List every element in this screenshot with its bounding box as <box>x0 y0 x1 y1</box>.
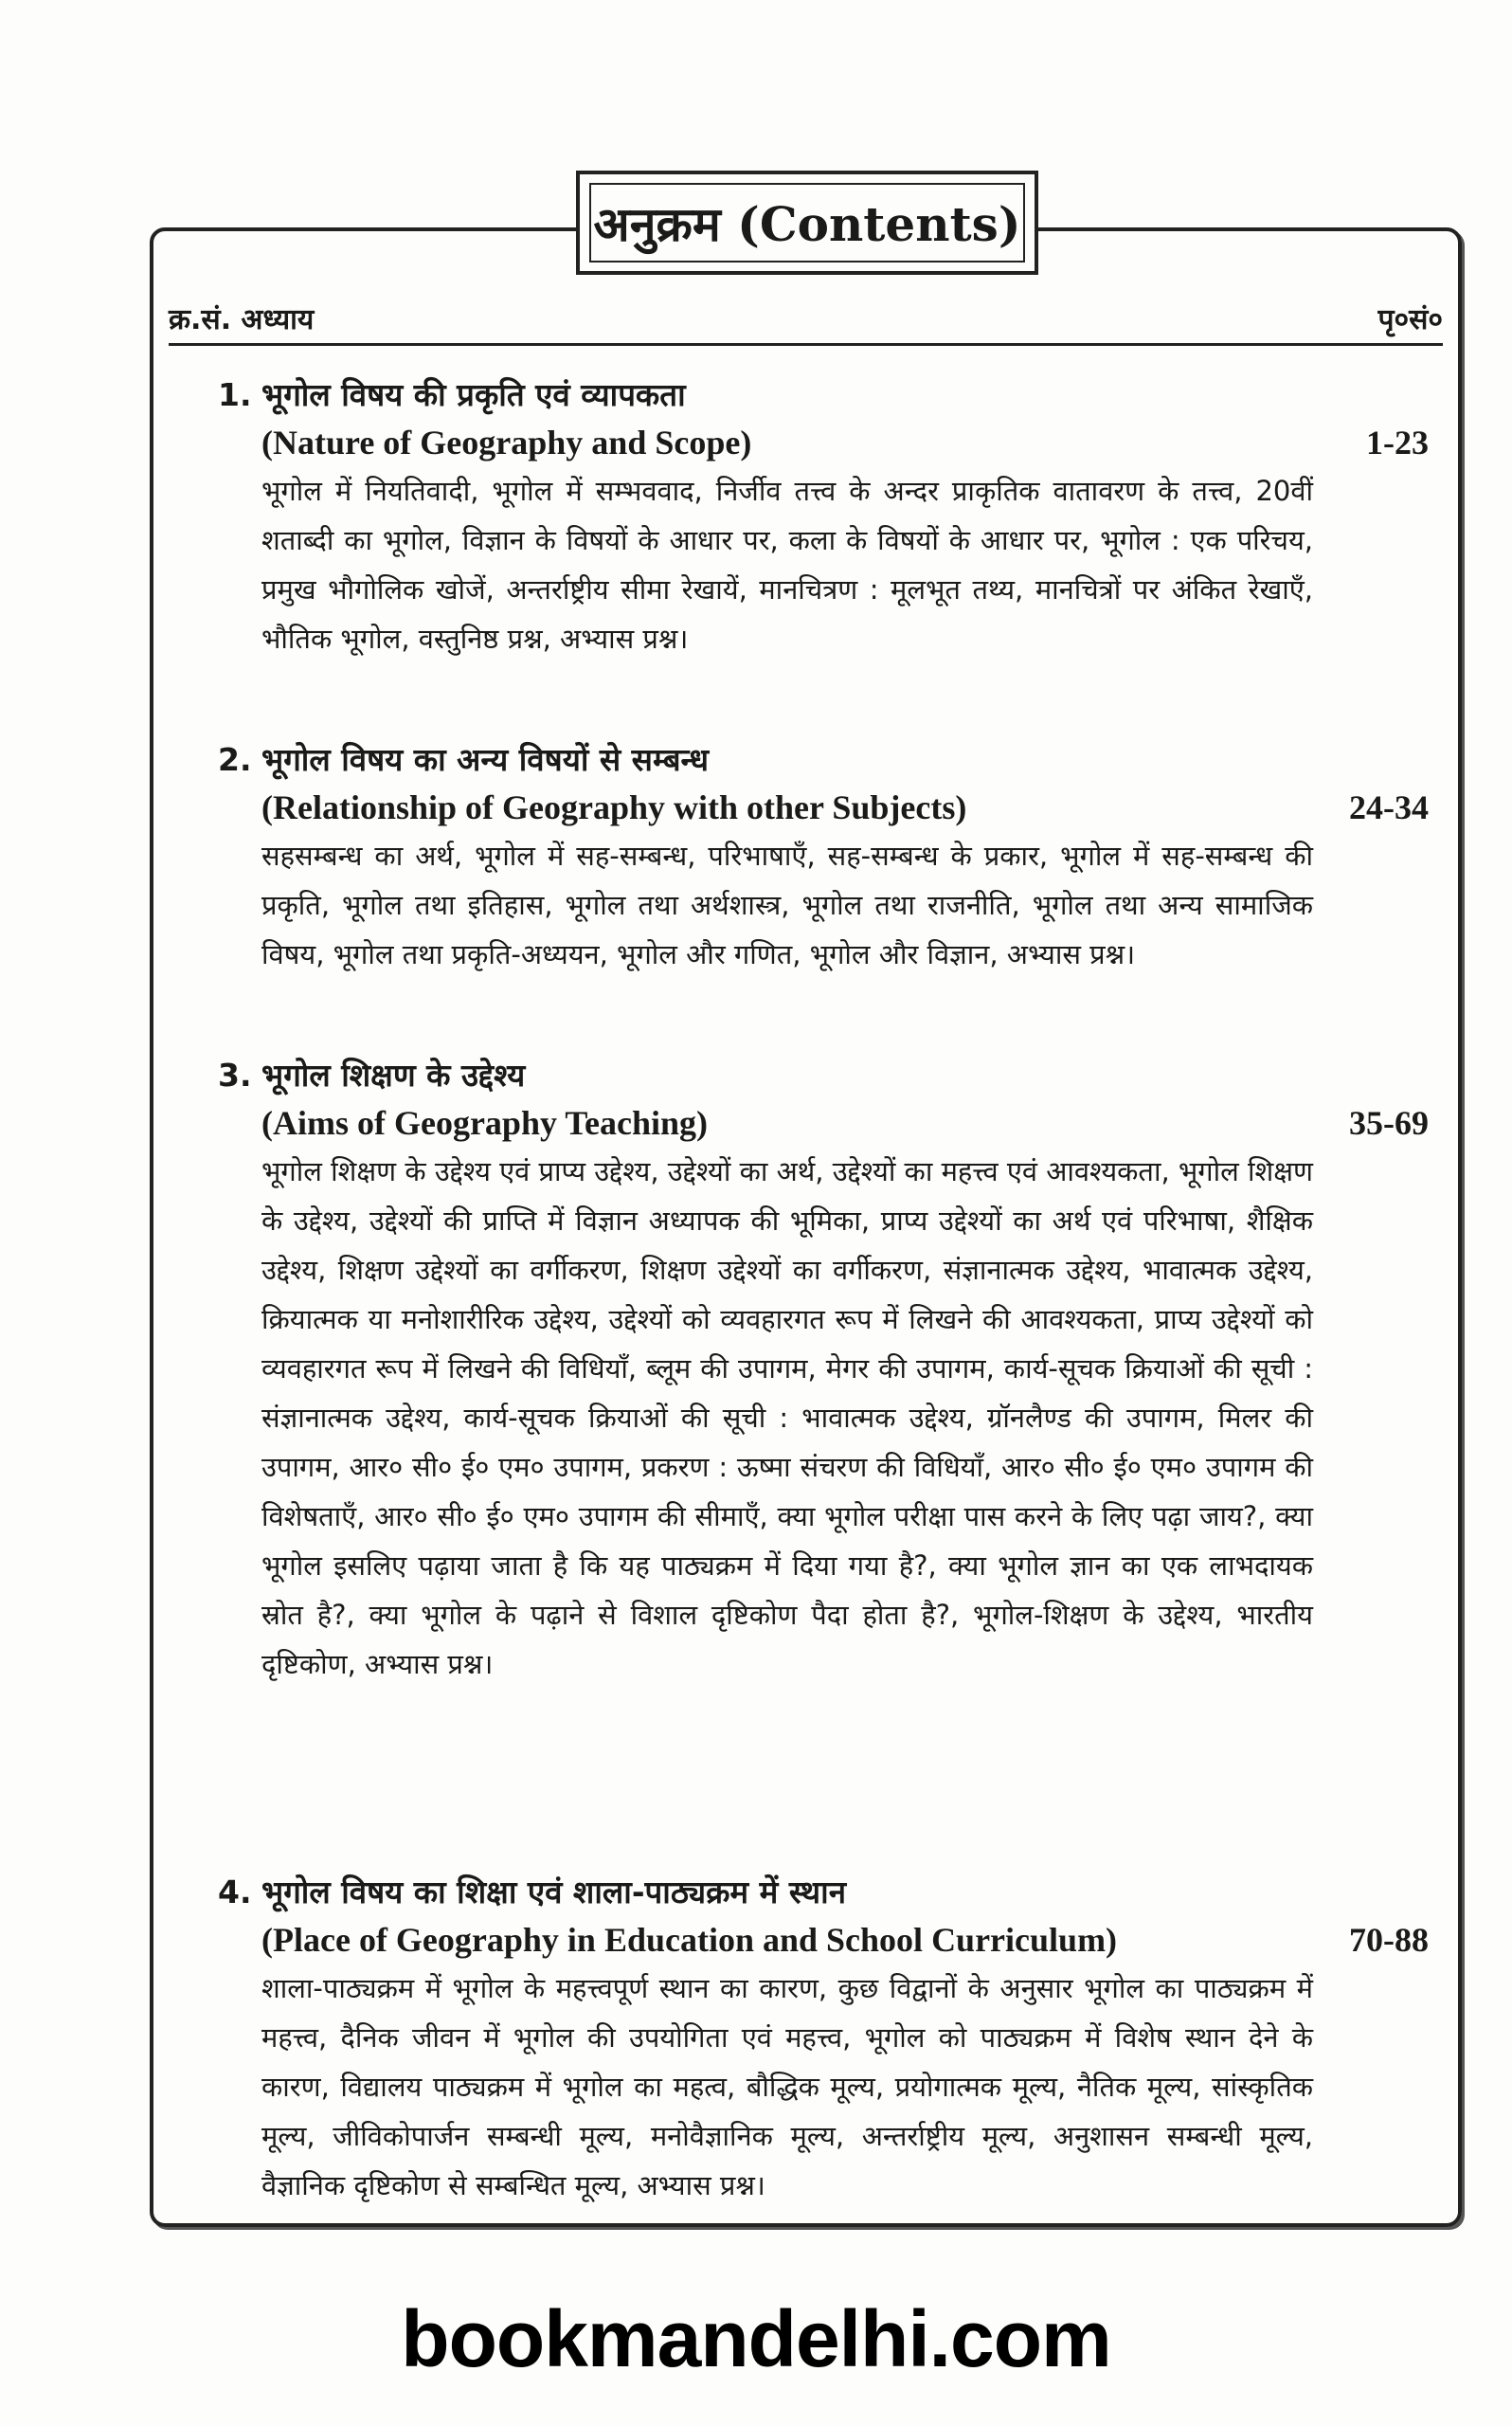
contents-title: अनुक्रम (Contents) <box>589 183 1025 263</box>
chapter-description: भूगोल शिक्षण के उद्देश्य एवं प्राप्य उद्देश्य, उद्देश्यों का अर्थ, उद्देश्यों का महत्त्व एवं आवश्यकता, भूगोल शिक्षण के उद्देश्य, उद्देश्यों की प्राप्ति में विज्ञान अध्यापक की भूमिका, प्राप्य उद्देश्यों का अर्थ एवं परिभाषा, शैक्षिक उद्देश्य, शिक्षण उद्देश्यों का वर्गीकरण, शिक्षण उद्देश्यों का वर्गीकरण, संज्ञानात्मक उद्देश्य, भावात्मक उद्देश्य, क्रियात्मक या मनोशारीरिक उद्देश्य, उद्देश्यों को व्यवहारगत रूप में लिखने की आवश्यकता, प्राप्य उद्देश्यों को व्यवहारगत रूप में लिखने की विधियाँ, ब्लूम की उपागम, मेगर की उपागम, कार्य-सूचक क्रियाओं की सूची : संज्ञानात्मक उद्देश्य, कार्य-सूचक क्रियाओं की सूची : भावात्मक उद्देश्य, ग्रॉनलैण्ड की उपागम, मिलर की उपागम, आर० सी० ई० एम० उपागम, प्रकरण : ऊष्मा संचरण की विधियाँ, आर० सी० ई० एम० उपागम की विशेषताएँ, आर० सी० ई० एम० उपागम की सीमाएँ, क्या भूगोल परीक्षा पास करने के लिए पढ़ा जाय?, क्या भूगोल इसलिए पढ़ाया जाता है कि यह पाठ्यक्रम में दिया गया है?, क्या भूगोल ज्ञान का एक लाभदायक स्रोत है?, क्या भूगोल के पढ़ाने से विशाल दृष्टिकोण पैदा होता है?, भूगोल-शिक्षण के उद्देश्य, भारतीय दृष्टिकोण, अभ्यास प्रश्न। <box>261 1155 1313 1680</box>
chapter-number: 1. <box>218 376 252 413</box>
chapter-entry <box>218 371 1449 663</box>
chapter-title-english: (Aims of Geography Teaching) 35-69 <box>218 1099 1449 1147</box>
chapter-title-hindi: 2. भूगोल विषय का अन्य विषयों से सम्बन्ध <box>218 736 1449 784</box>
chapter-number: 4. <box>218 1874 252 1910</box>
chapter-number: 2. <box>218 741 252 778</box>
watermark-text: bookmandelhi.com <box>401 2294 1111 2383</box>
chapter-description: सहसम्बन्ध का अर्थ, भूगोल में सह-सम्बन्ध, परिभाषाएँ, सह-सम्बन्ध के प्रकार, भूगोल में सह-सम्बन्ध की प्रकृति, भूगोल तथा इतिहास, भूगोल तथा अर्थशास्त्र, भूगोल तथा राजनीति, भूगोल तथा अन्य सामाजिक विषय, भूगोल तथा प्रकृति-अध्ययन, भूगोल और गणित, भूगोल और विज्ञान, अभ्यास प्रश्न। <box>261 840 1313 970</box>
chapter-page-range: 35-69 <box>1349 1104 1429 1142</box>
chapter-page-range: 1-23 <box>1366 424 1429 462</box>
chapter-title-hindi: 3. भूगोल शिक्षण के उद्देश्य <box>218 1052 1449 1099</box>
chapter-entry <box>218 1052 1449 1689</box>
header-serial-chapter: क्र.सं. अध्याय <box>169 303 315 336</box>
chapter-title-english: (Relationship of Geography with other Subjects) 24-34 <box>218 784 1449 831</box>
header-page-number: पृ०सं० <box>1377 303 1443 336</box>
contents-header-row <box>169 299 1443 346</box>
chapter-description: भूगोल में नियतिवादी, भूगोल में सम्भववाद, निर्जीव तत्त्व के अन्दर प्राकृतिक वातावरण के तत्त्व, 20वीं शताब्दी का भूगोल, विज्ञान के विषयों के आधार पर, कला के विषयों के आधार पर, भूगोल : एक परिचय, प्रमुख भौगोलिक खोजें, अन्तर्राष्ट्रीय सीमा रेखायें, मानचित्रण : मूलभूत तथ्य, मानचित्रों पर अंकित रेखाएँ, भौतिक भूगोल, वस्तुनिष्ठ प्रश्न, अभ्यास प्रश्न। <box>261 475 1313 655</box>
chapter-description: शाला-पाठ्यक्रम में भूगोल के महत्त्वपूर्ण स्थान का कारण, कुछ विद्वानों के अनुसार भूगोल का पाठ्यक्रम में महत्त्व, दैनिक जीवन में भूगोल की उपयोगिता एवं महत्त्व, भूगोल को पाठ्यक्रम में विशेष स्थान देने के कारण, विद्यालय पाठ्यक्रम में भूगोल का महत्व, बौद्धिक मूल्य, प्रयोगात्मक मूल्य, नैतिक मूल्य, सांस्कृतिक मूल्य, जीविकोपार्जन सम्बन्धी मूल्य, मनोवैज्ञानिक मूल्य, अन्तर्राष्ट्रीय मूल्य, अनुशासन सम्बन्धी मूल्य, वैज्ञानिक दृष्टिकोण से सम्बन्धित मूल्य, अभ्यास प्रश्न। <box>261 1972 1313 2201</box>
chapter-title-english: (Nature of Geography and Scope) 1-23 <box>218 419 1449 466</box>
chapter-title-hindi: 1. भूगोल विषय की प्रकृति एवं व्यापकता <box>218 371 1449 419</box>
chapter-entry <box>218 1869 1449 2210</box>
chapter-entry <box>218 736 1449 979</box>
chapter-page-range: 24-34 <box>1349 788 1429 826</box>
contents-title-box <box>576 171 1038 275</box>
chapter-number: 3. <box>218 1057 252 1094</box>
chapter-title-english: (Place of Geography in Education and School Curriculum) 70-88 <box>218 1916 1449 1964</box>
chapter-title-hindi: 4. भूगोल विषय का शिक्षा एवं शाला-पाठ्यक्रम में स्थान <box>218 1869 1449 1916</box>
chapter-page-range: 70-88 <box>1349 1921 1429 1959</box>
